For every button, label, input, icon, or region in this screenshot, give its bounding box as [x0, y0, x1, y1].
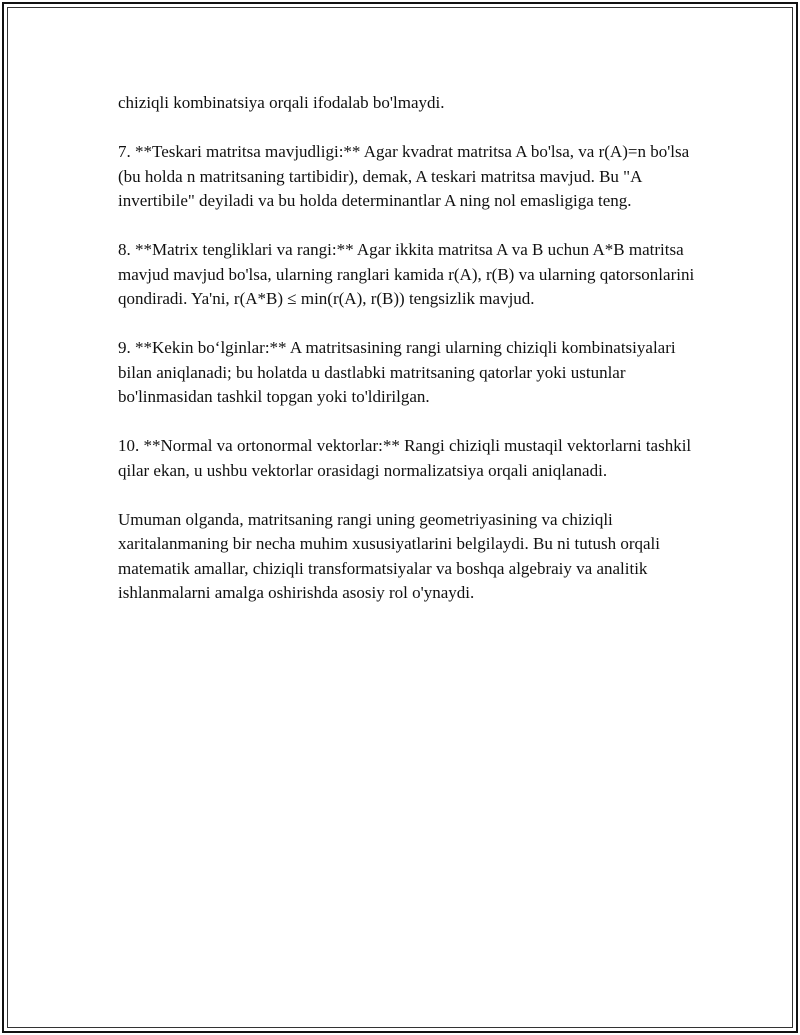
paragraph-item-9: 9. **Kekin bo‘lginlar:** A matritsasining rangi ularning chiziqli kombinatsiyalari bilan aniqlanadi; bu holatda u dastlabki matritsaning qatorlar yoki ustunlar bo'linmasidan tashkil topgan yoki to'ldirilgan.	[118, 338, 680, 406]
paragraph-item-7: 7. **Teskari matritsa mavjudligi:** Agar kvadrat matritsa A bo'lsa, va r(A)=n bo'lsa (bu holda n matritsaning tartibidir), demak, A teskari matritsa mavjud. Bu "A invertibile" deyiladi va bu holda determinantlar A ning nol emasligiga teng.	[118, 142, 694, 210]
paragraph-item-8: 8. **Matrix tengliklari va rangi:** Agar ikkita matritsa A va B uchun A*B matritsa mavjud mavjud bo'lsa, ularning ranglari kamida r(A), r(B) va ularning qatorsonlarini qondiradi. Ya'ni, r(A*B) ≤ min(r(A), r(B)) tengsizlik mavjud.	[118, 240, 699, 308]
paragraph-continuation: chiziqli kombinatsiya orqali ifodalab bo'lmaydi.	[118, 93, 445, 112]
paragraph-conclusion: Umuman olganda, matritsaning rangi uning geometriyasining va chiziqli xaritalanmaning bir necha muhim xususiyatlarini belgilaydi. Bu ni tutush orqali matematik amallar, chiziqli transformatsiyalar va boshqa algebraiy va analitik ishlanmalarni amalga oshirishda asosiy rol o'ynaydi.	[118, 509, 665, 602]
document-body	[118, 91, 698, 630]
paragraph-item-10: 10. **Normal va ortonormal vektorlar:** Rangi chiziqli mustaqil vektorlarni tashkil qilar ekan, u ushbu vektorlar orasidagi normalizatsiya orqali aniqlanadi.	[118, 436, 696, 480]
